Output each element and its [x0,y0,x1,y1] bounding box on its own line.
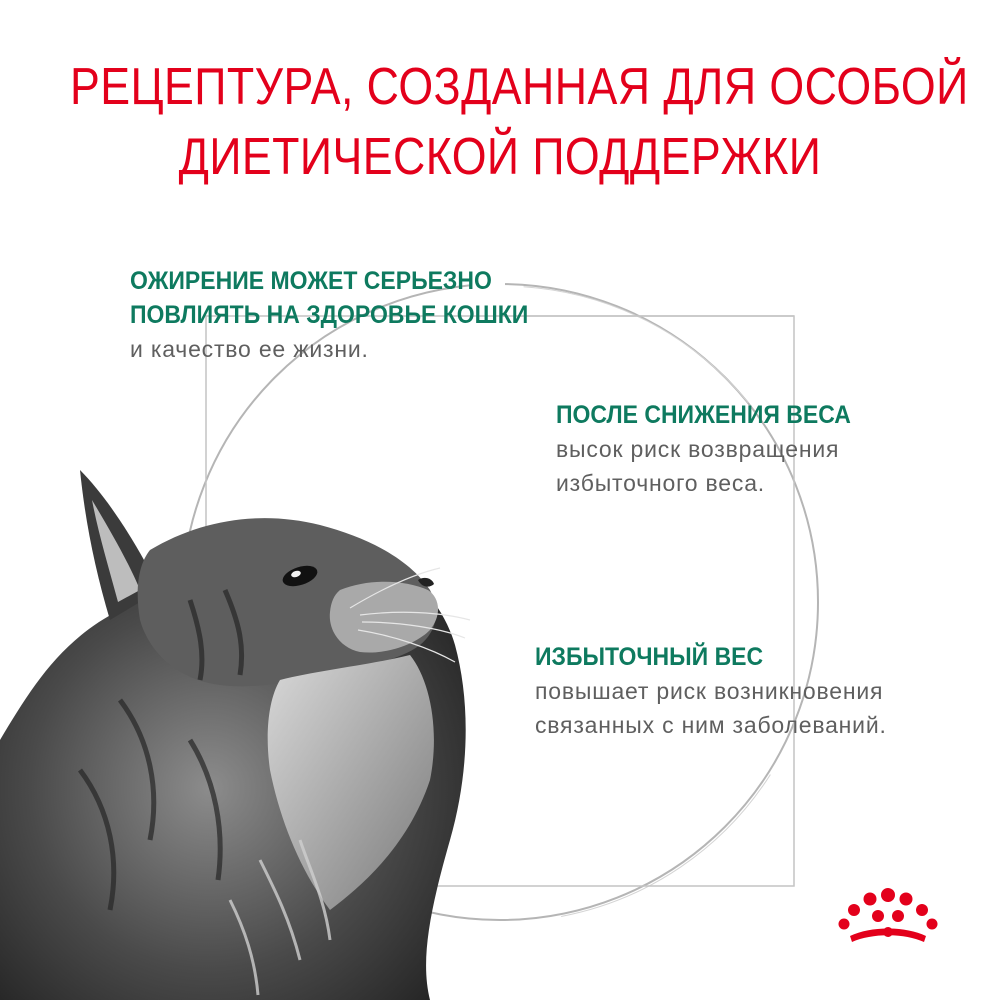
weight-loss-info-block [556,398,877,500]
obesity-info-block [130,264,563,366]
obesity-text [130,332,563,366]
body-line: повышает риск возникновения [535,678,884,704]
heading-line: ИЗБЫТОЧНЫЙ ВЕС [535,643,764,671]
heading-line: ПОВЛИЯТЬ НА ЗДОРОВЬЕ КОШКИ [130,301,529,329]
overweight-info-block [535,640,887,742]
weight-loss-text [556,432,877,500]
body-line: избыточного веса. [556,470,765,496]
title-line-2: ДИЕТИЧЕСКОЙ ПОДДЕРЖКИ [178,128,822,186]
body-line: высок риск возвращения [556,436,840,462]
heading-line: ПОСЛЕ СНИЖЕНИЯ ВЕСА [556,401,851,429]
heading-line: ОЖИРЕНИЕ МОЖЕТ СЕРЬЕЗНО [130,267,492,295]
overweight-text [535,674,887,742]
page-title [70,52,969,192]
title-line-1: РЕЦЕПТУРА, СОЗДАННАЯ ДЛЯ ОСОБОЙ [70,58,969,116]
overweight-heading [535,640,859,674]
body-line: и качество ее жизни. [130,336,369,362]
crown-logo-icon [836,886,940,948]
obesity-heading [130,264,528,332]
cat-photo [0,440,620,1000]
weight-loss-heading [556,398,851,432]
body-line: связанных с ним заболеваний. [535,712,887,738]
